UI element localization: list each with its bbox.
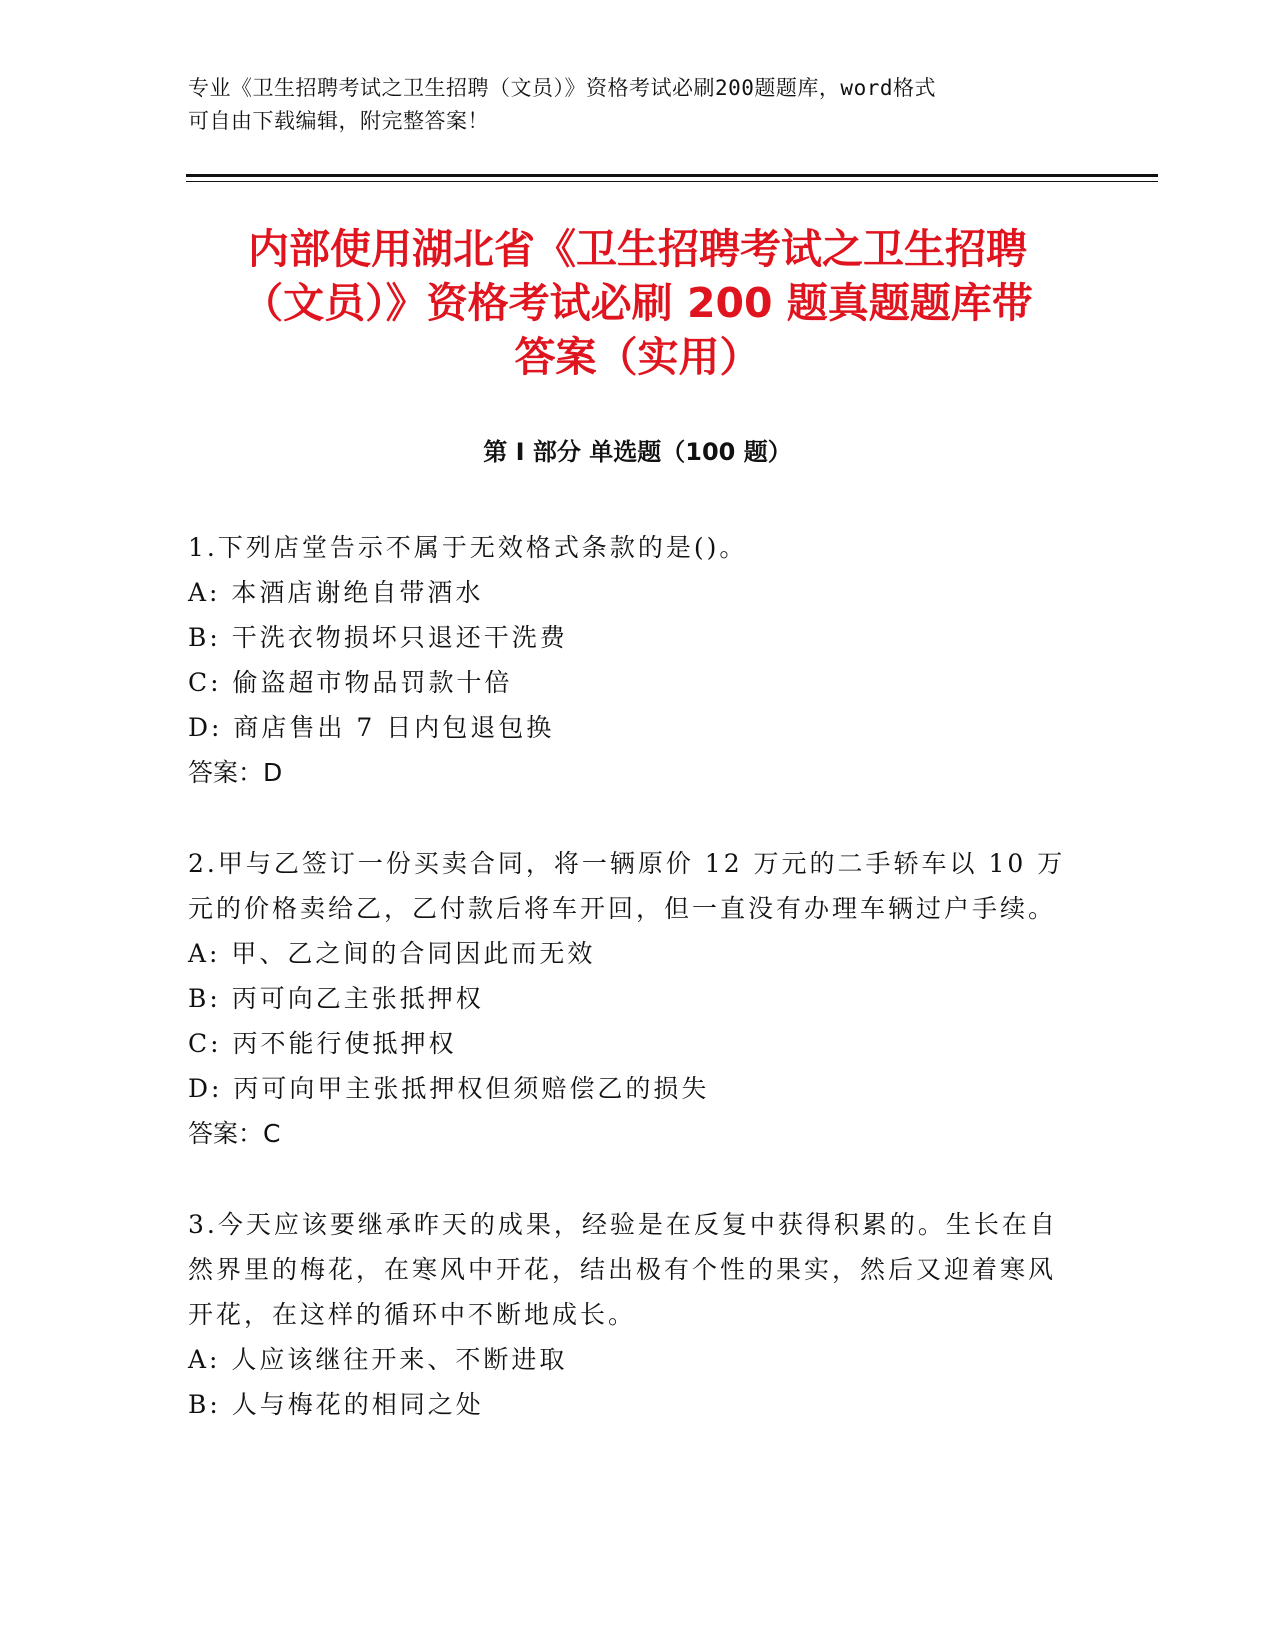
question-list — [188, 525, 1068, 1473]
question-stem: 1.下列店堂告示不属于无效格式条款的是()。 — [188, 533, 748, 562]
question-2 — [188, 841, 1068, 1156]
header-rule-thin — [186, 181, 1158, 182]
document-title — [180, 222, 1095, 384]
question-stem: 2.甲与乙签订一份买卖合同，将一辆原价 12 万元的二手轿车以 10 万元的价格卖给乙，乙付款后将车开回，但一直没有办理车辆过户手续。 — [188, 849, 1066, 923]
title-line-1: 内部使用湖北省《卫生招聘考试之卫生招聘 — [248, 225, 1027, 273]
question-1 — [188, 525, 1068, 795]
header-line-2: 可自由下载编辑，附完整答案！ — [188, 109, 489, 133]
document-header — [188, 72, 1068, 138]
title-line-3: 答案（实用） — [514, 333, 761, 381]
answer: 答案：C — [188, 1119, 281, 1148]
option-b: B: 丙可向乙主张抵押权 — [188, 984, 484, 1013]
option-d: D: 丙可向甲主张抵押权但须赔偿乙的损失 — [188, 1074, 710, 1103]
option-c: C: 偷盗超市物品罚款十倍 — [188, 668, 513, 697]
option-b: B: 干洗衣物损坏只退还干洗费 — [188, 623, 568, 652]
option-a: A: 甲、乙之间的合同因此而无效 — [188, 939, 596, 968]
option-a: A: 本酒店谢绝自带酒水 — [188, 578, 484, 607]
question-3 — [188, 1202, 1068, 1427]
section-title: 第 I 部分 单选题（100 题） — [483, 438, 792, 466]
header-rule-thick — [186, 174, 1158, 177]
option-a: A: 人应该继往开来、不断进取 — [188, 1345, 568, 1374]
header-line-1: 专业《卫生招聘考试之卫生招聘（文员）》资格考试必刷200题题库，word格式 — [188, 76, 936, 100]
option-b: B: 人与梅花的相同之处 — [188, 1390, 484, 1419]
title-line-2: （文员）》资格考试必刷 200 题真题题库带 — [242, 279, 1033, 327]
option-d: D: 商店售出 7 日内包退包换 — [188, 713, 555, 742]
question-stem: 3.今天应该要继承昨天的成果，经验是在反复中获得积累的。生长在自然界里的梅花，在寒风中开花，结出极有个性的果实，然后又迎着寒风开花，在这样的循环中不断地成长。 — [188, 1210, 1058, 1329]
option-c: C: 丙不能行使抵押权 — [188, 1029, 457, 1058]
answer: 答案：D — [188, 758, 283, 787]
